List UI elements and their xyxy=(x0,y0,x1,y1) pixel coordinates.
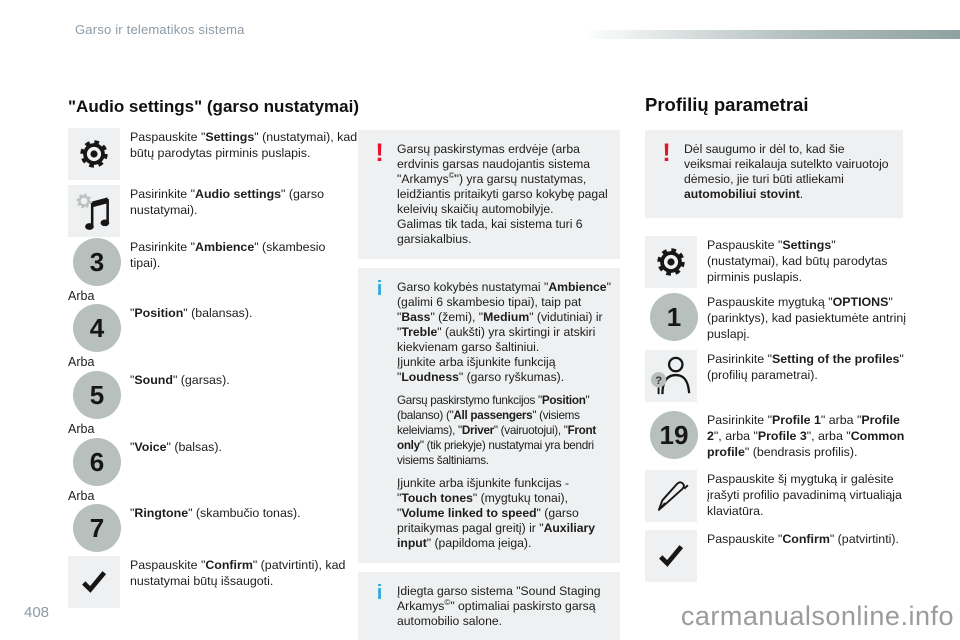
step-text: "Voice" (balsas). xyxy=(130,440,222,454)
step-row xyxy=(645,411,907,461)
info-paragraph: Įjunkite arba išjunkite funkcijas - "Touch tones" (mygtukų tonai), "Volume linked to speed" (garso pritaikymas pagal greitį) ir "Auxiliary input" (papildoma įeiga). xyxy=(397,476,596,550)
watermark: carmanualsonline.info xyxy=(680,601,954,631)
profiles-person-icon xyxy=(645,350,697,402)
step-text: Paspauskite "Settings" (nustatymai), kad būtų parodytas pirminis puslapis. xyxy=(130,130,358,161)
or-label: Arba xyxy=(68,355,95,369)
chapter-heading: Garso ir telematikos sistema xyxy=(75,22,245,37)
or-label: Arba xyxy=(68,422,95,436)
info-icon: i xyxy=(376,278,383,300)
step-row xyxy=(68,128,358,180)
step-text: Pasirinkite "Profile 1" arba "Profile 2", arba "Profile 3", arba "Common profile" (bendrasis profilis). xyxy=(707,413,905,460)
step-text: Paspauskite "Confirm" (patvirtinti), kad nustatymai būtų išsaugoti. xyxy=(130,558,346,589)
settings-gear-icon xyxy=(68,128,120,180)
step-row xyxy=(645,470,907,522)
step-text: "Position" (balansas). xyxy=(130,306,253,320)
info-icon: i xyxy=(376,582,383,604)
step-row xyxy=(68,556,358,608)
info-note-sound-quality xyxy=(358,268,620,563)
exclamation-icon: ! xyxy=(662,139,671,167)
page-number: 408 xyxy=(24,604,50,621)
step-text: Pasirinkite "Ambience" (skambesio tipai). xyxy=(130,240,326,271)
info-paragraph: Garso kokybės nustatymai "Ambience" (galimi 6 skambesio tipai), taip pat "Bass" (žemi), "Medium" (vidutiniai) ir "Treble" (aukšti) yra skirtingi ir atskiri kiekvienam garso šaltiniui. Įjunkite arba išjunkite funkciją "Loudness" (garso ryškumas). xyxy=(397,280,611,384)
step-number-badge: 3 xyxy=(73,238,121,286)
step-number-badge: 19 xyxy=(650,411,698,459)
step-text: Pasirinkite "Setting of the profiles" (profilių parametrai). xyxy=(707,352,904,383)
step-number-badge: 7 xyxy=(73,504,121,552)
profiles-title: Profilių parametrai xyxy=(645,94,809,115)
info-paragraph: Garsų paskirstymo funkcijos "Position" (balanso) ("All passengers" (visiems keleiviams), "Driver" (vairuotojui), "Front only" (tik priekyje) nustatymai yra bendri visiems šaltiniams. xyxy=(397,394,596,467)
step-number-badge: 6 xyxy=(73,438,121,486)
warning-note-text: Dėl saugumo ir dėl to, kad šie veiksmai reikalauja sutelkto vairuotojo dėmesio, jie turi būti atliekami automobiliui stovint. xyxy=(684,142,889,201)
info-note-text xyxy=(397,280,612,551)
exclamation-icon: ! xyxy=(375,139,384,167)
step-text: Paspauskite "Settings" (nustatymai), kad būtų parodytas pirminis puslapis. xyxy=(707,238,888,285)
edit-pen-icon xyxy=(645,470,697,522)
confirm-check-icon xyxy=(68,556,120,608)
or-label: Arba xyxy=(68,289,95,303)
or-label: Arba xyxy=(68,489,95,503)
info-note-arkamys xyxy=(358,572,620,640)
confirm-check-icon xyxy=(645,530,697,582)
header-gradient-bar xyxy=(584,30,960,39)
step-text: Paspauskite mygtuką "OPTIONS" (parinktys), kad pasiektumėte antrinį puslapį. xyxy=(707,295,907,342)
warning-note-text: Garsų paskirstymas erdvėje (arba erdvinis garsas naudojantis sistema "Arkamys©") yra garsų nustatymas, leidžiantis pritaikyti garso kokybę pagal keleivių skaičių automobilyje. Galimas tik tada, kai sistema turi 6 garsiakalbius. xyxy=(397,142,608,246)
step-row xyxy=(645,236,907,288)
settings-gear-icon xyxy=(645,236,697,288)
step-number-badge: 4 xyxy=(73,304,121,352)
step-row xyxy=(68,371,358,419)
info-note-text: Įdiegta garso sistema "Sound Staging Arkamys©" optimaliai paskirsto garsą automobilio salone. xyxy=(397,584,601,628)
step-number-badge: 5 xyxy=(73,371,121,419)
step-row xyxy=(68,238,358,286)
notes-column xyxy=(358,130,620,640)
audio-settings-icon xyxy=(68,185,120,237)
step-row xyxy=(645,293,907,343)
step-number-badge: 1 xyxy=(650,293,698,341)
step-text: "Ringtone" (skambučio tonas). xyxy=(130,506,301,520)
step-row xyxy=(68,438,358,486)
step-text: Paspauskite šį mygtuką ir galėsite įrašyti profilio pavadinimą virtualiąja klaviatūra. xyxy=(707,472,902,519)
step-row xyxy=(68,504,358,552)
warning-note xyxy=(358,130,620,259)
step-row xyxy=(645,350,907,402)
step-text: "Sound" (garsas). xyxy=(130,373,230,387)
step-text: Paspauskite "Confirm" (patvirtinti). xyxy=(707,532,899,546)
step-text: Pasirinkite "Audio settings" (garso nustatymai). xyxy=(130,187,325,218)
step-row xyxy=(68,304,358,352)
step-row xyxy=(645,530,907,582)
svg-text:?: ? xyxy=(655,375,663,388)
audio-settings-title: "Audio settings" (garso nustatymai) xyxy=(68,97,359,116)
profiles-warning-note xyxy=(645,130,903,218)
step-row xyxy=(68,185,358,237)
